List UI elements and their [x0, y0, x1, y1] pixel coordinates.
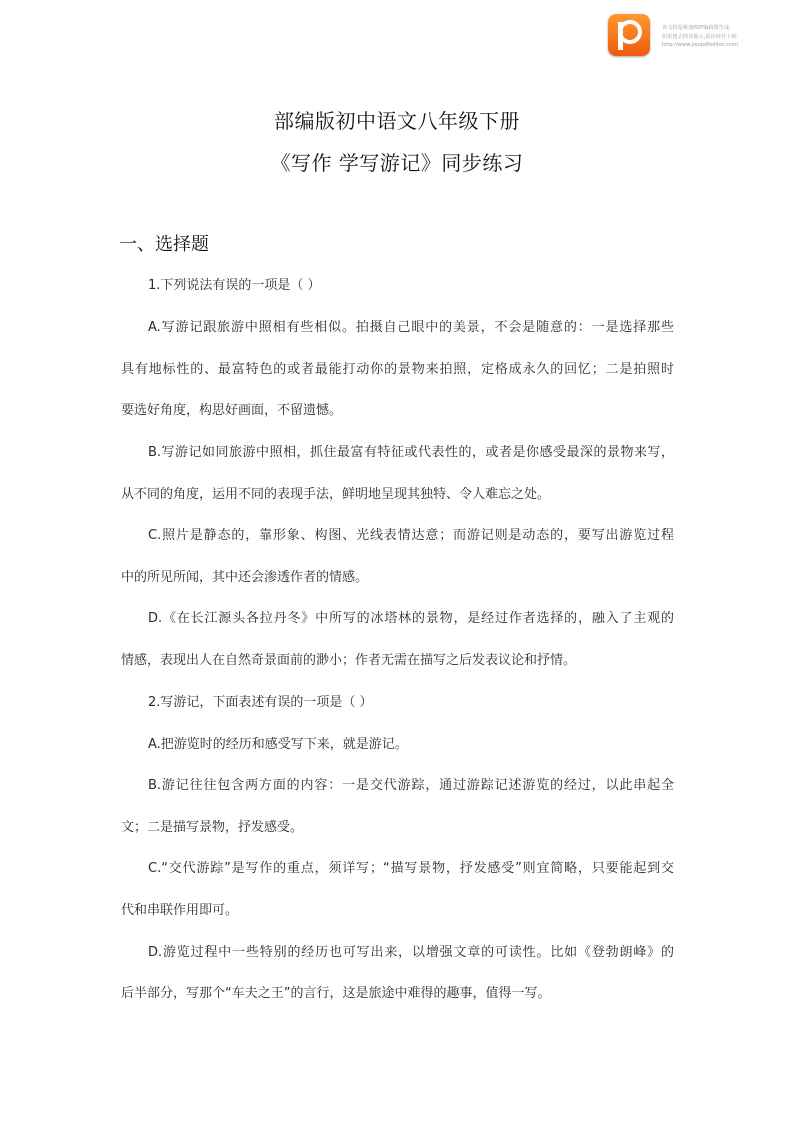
- q2-option-c-line: C.“交代游踪”是写作的重点，须详写；“描写景物，抒发感受”则宜简略，只要能起到交: [148, 861, 674, 876]
- watermark-line: 该文档是极速PDF编辑器生成,: [662, 25, 731, 31]
- q2-option-b-line: 文；二是描写景物，抒发感受。: [121, 820, 304, 835]
- q1-option-c-line: C.照片是静态的，靠形象、构图、光线表情达意；而游记则是动态的，要写出游览过程: [148, 528, 674, 543]
- q1-option-a-line: 要选好角度，构思好画面，不留遗憾。: [121, 403, 343, 418]
- question-1-stem: 1.下列说法有误的一项是（ ）: [148, 278, 321, 293]
- watermark-notice: [662, 24, 792, 50]
- document-subtitle: 《写作 学写游记》同步练习: [270, 151, 524, 175]
- watermark-url: http://www.jisupdfeditor.com/: [662, 42, 739, 48]
- q1-option-d-line: 情感，表现出人在自然奇景面前的渺小；作者无需在描写之后发表议论和抒情。: [121, 653, 577, 668]
- q1-option-b-line: B.写游记如同旅游中照相，抓住最富有特征或代表性的，或者是你感受最深的景物来写，: [148, 445, 674, 460]
- section-heading: 一、选择题: [119, 234, 209, 255]
- q1-option-a-line: 具有地标性的、最富特色的或者最能打动你的景物来拍照，定格成永久的回忆；二是拍照时: [121, 362, 674, 377]
- q1-option-c-line: 中的所见所闻，其中还会渗透作者的情感。: [121, 570, 369, 585]
- q2-option-d-line: D.游览过程中一些特别的经历也可写出来，以增强文章的可读性。比如《登勃朗峰》的: [148, 945, 674, 960]
- document-title: 部编版初中语文八年级下册: [274, 109, 520, 133]
- q1-option-d-line: D.《在长江源头各拉丹冬》中所写的冰塔林的景物，是经过作者选择的，融入了主观的: [148, 611, 674, 626]
- q2-option-c-line: 代和串联作用即可。: [121, 903, 239, 918]
- q2-option-d-line: 后半部分，写那个“车夫之王”的言行，这是旅途中难得的趣事，值得一写。: [121, 986, 551, 1001]
- q2-option-b-line: B.游记往往包含两方面的内容：一是交代游踪，通过游踪记述游览的经过，以此串起全: [148, 778, 674, 793]
- q1-option-a-line: A.写游记跟旅游中照相有些相似。拍摄自己眼中的美景，不会是随意的：一是选择那些: [148, 320, 674, 335]
- question-2-stem: 2.写游记，下面表述有误的一项是（ ）: [148, 695, 373, 710]
- q2-option-a-line: A.把游览时的经历和感受写下来，就是游记。: [148, 737, 408, 752]
- pdf-editor-logo: [608, 14, 650, 56]
- watermark-line: 如果想去掉该提示,请访问并下载:: [662, 33, 739, 40]
- pdf-p-logo-icon: [608, 14, 650, 56]
- q1-option-b-line: 从不同的角度，运用不同的表现手法，鲜明地呈现其独特、令人难忘之处。: [121, 487, 551, 502]
